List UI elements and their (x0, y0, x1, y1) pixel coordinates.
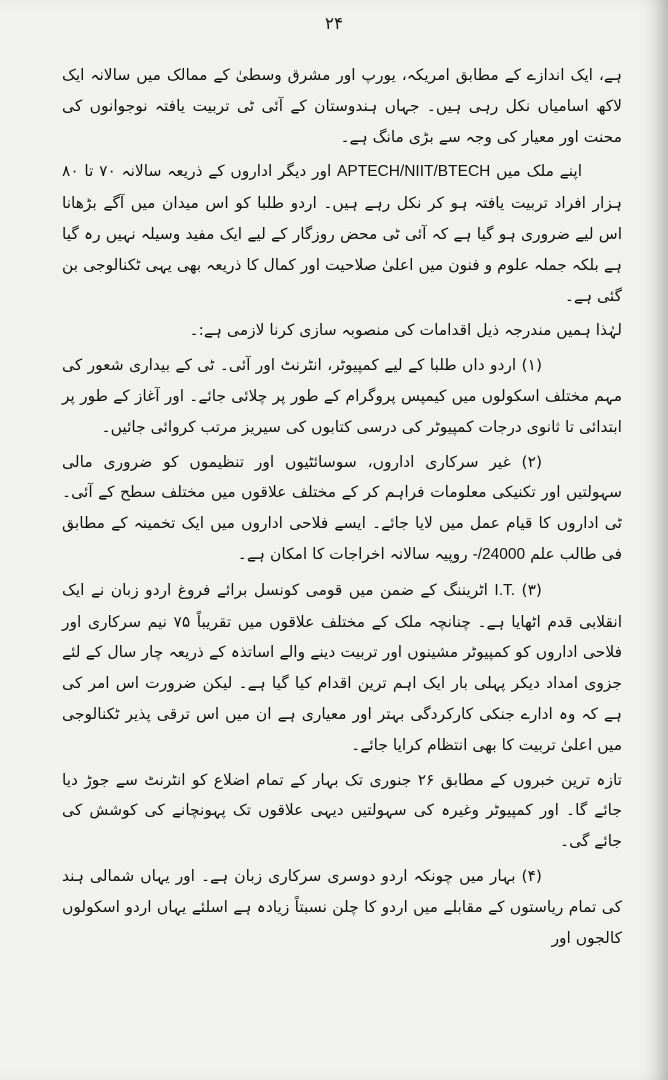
paragraph-2-text-after: اور دیگر اداروں کے ذریعہ سالانہ ۷۰ تا ۸۰ ہزار افراد تربیت یافتہ ہو کر نکل رہے ہیں۔ اردو طلبا کو اس میدان میں آگے بڑھانا اس لیے ضروری ہو گیا ہے کہ آئی ٹی محض روزگار کے لیے ایک مفید وسیلہ نہیں رہ گیا ہے بلکہ جملہ علوم و فنون میں اعلیٰ صلاحیت اور کمال کا ذریعہ بھی یہی ٹکنالوجی بن گئی ہے۔ (62, 162, 622, 305)
list-item-1-number: (۱) (521, 356, 542, 375)
list-item-4 (62, 861, 622, 953)
paragraph-news (62, 765, 622, 857)
list-item-3 (62, 575, 622, 761)
paragraph-2 (62, 156, 622, 311)
list-item-1 (62, 350, 622, 442)
list-item-2-amount: -/24000 (472, 545, 526, 563)
paragraph-2-institutes: APTECH/NIIT/BTECH (337, 163, 491, 181)
paragraph-1-text: ہے، ایک اندازے کے مطابق امریکہ، یورپ اور مشرق وسطیٰ کے ممالک میں سالانہ ایک لاکھ اسامیاں نکل رہی ہیں۔ جہاں ہندوستان کے آئی ٹی تربیت یافتہ نوجوانوں کی محنت اور معیار کی وجہ سے بڑی مانگ ہے۔ (62, 66, 622, 146)
paragraph-3 (62, 315, 622, 346)
paragraph-news-text: تازہ ترین خبروں کے مطابق ۲۶ جنوری تک بہار کے تمام اضلاع کو انٹرنٹ سے جوڑ دیا جائے گا۔ اور کمپیوٹر وغیرہ کی سہولتیں دیہی علاقوں تک پہونچانے کی کوشش کی جائے گی۔ (62, 770, 622, 851)
body-text (62, 60, 622, 953)
list-item-2-text-before: غیر سرکاری اداروں، سوسائٹیوں اور تنظیموں کو ضروری مالی سہولتیں اور تکنیکی معلومات فراہم کر کے مختلف علاقوں میں مختلف سطح کے آئی۔ ٹی اداروں کا قیام عمل میں لایا جائے۔ ایسے فلاحی اداروں میں ایک تخمینہ کے مطابق فی طالب علم (62, 452, 622, 563)
list-item-3-number: (۳) (521, 580, 542, 599)
list-item-3-it: I.T. (494, 581, 516, 599)
paragraph-2-text-before: اپنے ملک میں (496, 162, 582, 181)
page-number: ۲۴ (324, 14, 344, 34)
list-item-2-number: (۲) (521, 452, 542, 471)
list-item-4-text: بہار میں چونکہ اردو دوسری سرکاری زبان ہے۔ اور یہاں شمالی ہند کی تمام ریاستوں کے مقابلے میں اردو کا چلن نسبتاً زیادہ ہے اسلئے یہاں اردو اسکولوں کالجوں اور (62, 866, 622, 947)
list-item-4-number: (۴) (521, 866, 542, 885)
paragraph-3-text: لہٰذا ہمیں مندرجہ ذیل اقدامات کی منصوبہ سازی کرنا لازمی ہے:۔ (189, 321, 622, 340)
list-item-2-text-after: روپیہ سالانہ اخراجات کا امکان ہے۔ (237, 544, 468, 563)
list-item-2 (62, 447, 622, 571)
paragraph-1 (62, 60, 622, 152)
list-item-1-text: اردو داں طلبا کے لیے کمپیوٹر، انٹرنٹ اور آئی۔ ٹی کے بیداری شعور کی مہم مختلف اسکولوں میں کیمپس پروگرام کے طور پر چلائی جائے۔ اور آغاز کے طور پر ابتدائی تا ثانوی درجات کمپیوٹر کی درسی کتابوں کی سیریز مرتب کروائی جائیں۔ (62, 356, 622, 436)
list-item-3-text: اٹریننگ کے ضمن میں قومی کونسل برائے فروغ اردو زبان نے ایک انقلابی قدم اٹھایا ہے۔ چنانچہ ملک کے مختلف علاقوں میں تقریباً ۷۵ نیم سرکاری اور فلاحی اداروں کو کمپیوٹر مشینوں اور تربیت دینے والے اساتذہ کے ذریعہ چار سال کے لئے جزوی امداد دیکر پہلی بار ایک اہم ترین اقدام کیا گیا ہے۔ لیکن ضرورت اس امر کی ہے کہ وہ ادارے جنکی کارکردگی بہتر اور معیاری ہے ان میں اس ترقی پذیر ٹکنالوجی میں اعلیٰ تربیت کا بھی انتظام کرایا جائے۔ (62, 580, 622, 754)
